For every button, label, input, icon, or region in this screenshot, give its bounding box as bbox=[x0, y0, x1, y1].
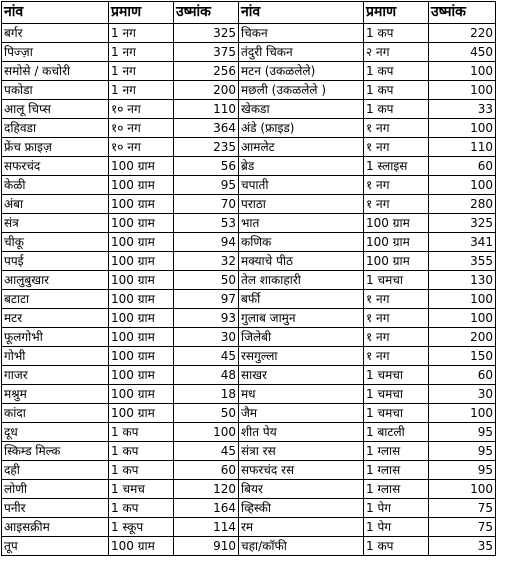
food-name-left: अंबा bbox=[2, 195, 109, 214]
food-calories-right: 30 bbox=[429, 385, 496, 404]
food-quantity-left: 100 ग्राम bbox=[109, 347, 174, 366]
food-calories-left: 164 bbox=[174, 499, 239, 518]
food-name-right: पराठा bbox=[239, 195, 364, 214]
food-name-right: रम bbox=[239, 518, 364, 537]
food-calories-left: 30 bbox=[174, 328, 239, 347]
food-quantity-right: 1 पेग bbox=[364, 518, 429, 537]
food-name-right: चपाती bbox=[239, 176, 364, 195]
food-quantity-left: 1 कप bbox=[109, 461, 174, 480]
table-row bbox=[2, 271, 496, 290]
food-quantity-left: 1 कप bbox=[109, 423, 174, 442]
table-row bbox=[2, 195, 496, 214]
food-name-right: गुलाब जामुन bbox=[239, 309, 364, 328]
table-row bbox=[2, 404, 496, 423]
calorie-table bbox=[1, 1, 496, 556]
food-quantity-left: 1 स्कूप bbox=[109, 518, 174, 537]
table-row bbox=[2, 423, 496, 442]
food-quantity-left: 100 ग्राम bbox=[109, 271, 174, 290]
food-quantity-right: 1 चमचा bbox=[364, 385, 429, 404]
food-calories-left: 45 bbox=[174, 347, 239, 366]
food-name-left: तूप bbox=[2, 537, 109, 556]
table-row bbox=[2, 43, 496, 62]
food-calories-left: 70 bbox=[174, 195, 239, 214]
table-row bbox=[2, 176, 496, 195]
food-name-right: बियर bbox=[239, 480, 364, 499]
food-quantity-right: 1 कप bbox=[364, 62, 429, 81]
food-calories-left: 48 bbox=[174, 366, 239, 385]
food-quantity-right: 1 बाटली bbox=[364, 423, 429, 442]
food-calories-right: 110 bbox=[429, 138, 496, 157]
food-calories-right: 100 bbox=[429, 404, 496, 423]
table-row bbox=[2, 81, 496, 100]
food-quantity-left: १० नग bbox=[109, 119, 174, 138]
table-row bbox=[2, 442, 496, 461]
food-name-left: गोभी bbox=[2, 347, 109, 366]
food-calories-right: 130 bbox=[429, 271, 496, 290]
table-row bbox=[2, 480, 496, 499]
food-calories-right: 75 bbox=[429, 518, 496, 537]
table-row bbox=[2, 518, 496, 537]
food-calories-left: 93 bbox=[174, 309, 239, 328]
food-calories-left: 375 bbox=[174, 43, 239, 62]
food-quantity-right: 1 कप bbox=[364, 24, 429, 43]
food-name-left: लोणी bbox=[2, 480, 109, 499]
food-calories-left: 32 bbox=[174, 252, 239, 271]
food-calories-left: 50 bbox=[174, 404, 239, 423]
food-name-right: तंदुरी चिकन bbox=[239, 43, 364, 62]
food-quantity-left: 1 कप bbox=[109, 442, 174, 461]
food-quantity-right: 1 चमचा bbox=[364, 404, 429, 423]
food-name-left: गाजर bbox=[2, 366, 109, 385]
food-quantity-right: १ नग bbox=[364, 138, 429, 157]
food-quantity-right: १ नग bbox=[364, 195, 429, 214]
food-calories-right: 100 bbox=[429, 309, 496, 328]
food-calories-left: 114 bbox=[174, 518, 239, 537]
header-calories-right: उष्मांक bbox=[429, 2, 496, 24]
food-name-left: स्किम्ड मिल्क bbox=[2, 442, 109, 461]
food-name-right: शीत पेय bbox=[239, 423, 364, 442]
food-quantity-right: 1 कप bbox=[364, 537, 429, 556]
food-quantity-right: 1 पेग bbox=[364, 499, 429, 518]
food-name-left: फूलगोभी bbox=[2, 328, 109, 347]
food-calories-left: 53 bbox=[174, 214, 239, 233]
food-calories-right: 355 bbox=[429, 252, 496, 271]
food-calories-right: 450 bbox=[429, 43, 496, 62]
food-quantity-right: 1 स्लाइस bbox=[364, 157, 429, 176]
food-calories-right: 95 bbox=[429, 461, 496, 480]
table-row bbox=[2, 347, 496, 366]
food-name-right: साखर bbox=[239, 366, 364, 385]
header-row bbox=[2, 2, 496, 24]
food-name-left: दही bbox=[2, 461, 109, 480]
food-quantity-left: 100 ग्राम bbox=[109, 385, 174, 404]
food-quantity-right: 100 ग्राम bbox=[364, 252, 429, 271]
header-name-left: नांव bbox=[2, 2, 109, 24]
food-calories-right: 35 bbox=[429, 537, 496, 556]
food-name-right: भात bbox=[239, 214, 364, 233]
food-name-left: चीकू bbox=[2, 233, 109, 252]
food-name-right: खेकडा bbox=[239, 100, 364, 119]
food-calories-left: 95 bbox=[174, 176, 239, 195]
food-calories-right: 100 bbox=[429, 176, 496, 195]
food-name-left: दूध bbox=[2, 423, 109, 442]
food-quantity-right: 1 चमचा bbox=[364, 366, 429, 385]
table-row bbox=[2, 119, 496, 138]
table-row bbox=[2, 461, 496, 480]
header-name-right: नांव bbox=[239, 2, 364, 24]
food-calories-left: 18 bbox=[174, 385, 239, 404]
food-name-left: पकोडा bbox=[2, 81, 109, 100]
food-quantity-right: १ नग bbox=[364, 347, 429, 366]
table-row bbox=[2, 385, 496, 404]
food-calories-left: 60 bbox=[174, 461, 239, 480]
food-quantity-left: 1 कप bbox=[109, 499, 174, 518]
table-row bbox=[2, 138, 496, 157]
food-name-left: आलुबुखार bbox=[2, 271, 109, 290]
food-name-right: मछली (उकळलेले ) bbox=[239, 81, 364, 100]
table-row bbox=[2, 233, 496, 252]
food-name-left: समोसे / कचोरी bbox=[2, 62, 109, 81]
food-name-right: चिकन bbox=[239, 24, 364, 43]
food-name-left: संत्र bbox=[2, 214, 109, 233]
food-quantity-left: 100 ग्राम bbox=[109, 195, 174, 214]
food-calories-right: 150 bbox=[429, 347, 496, 366]
food-calories-left: 910 bbox=[174, 537, 239, 556]
food-calories-right: 33 bbox=[429, 100, 496, 119]
food-name-left: मश्रुम bbox=[2, 385, 109, 404]
food-name-right: बर्फी bbox=[239, 290, 364, 309]
food-name-right: मध bbox=[239, 385, 364, 404]
food-quantity-right: 1 ग्लास bbox=[364, 480, 429, 499]
table-row bbox=[2, 100, 496, 119]
food-calories-left: 94 bbox=[174, 233, 239, 252]
food-calories-right: 325 bbox=[429, 214, 496, 233]
food-calories-left: 56 bbox=[174, 157, 239, 176]
food-name-left: पिज्ज़ा bbox=[2, 43, 109, 62]
food-calories-right: 100 bbox=[429, 290, 496, 309]
food-name-left: केळी bbox=[2, 176, 109, 195]
food-calories-right: 280 bbox=[429, 195, 496, 214]
food-name-right: संत्रा रस bbox=[239, 442, 364, 461]
food-calories-left: 235 bbox=[174, 138, 239, 157]
food-quantity-left: 100 ग्राम bbox=[109, 290, 174, 309]
food-calories-left: 256 bbox=[174, 62, 239, 81]
food-quantity-left: 100 ग्राम bbox=[109, 309, 174, 328]
table-row bbox=[2, 537, 496, 556]
food-name-right: ब्रेड bbox=[239, 157, 364, 176]
table-body bbox=[2, 24, 496, 556]
food-name-right: जिलेबी bbox=[239, 328, 364, 347]
food-quantity-right: १ नग bbox=[364, 290, 429, 309]
food-calories-right: 341 bbox=[429, 233, 496, 252]
table-row bbox=[2, 290, 496, 309]
food-calories-left: 50 bbox=[174, 271, 239, 290]
food-quantity-left: 100 ग्राम bbox=[109, 328, 174, 347]
food-quantity-left: 1 नग bbox=[109, 81, 174, 100]
table-row bbox=[2, 499, 496, 518]
food-name-right: चहा/कॉफी bbox=[239, 537, 364, 556]
food-quantity-left: 100 ग्राम bbox=[109, 404, 174, 423]
food-quantity-right: 1 कप bbox=[364, 100, 429, 119]
food-quantity-left: 100 ग्राम bbox=[109, 176, 174, 195]
food-name-left: आइसक्रीम bbox=[2, 518, 109, 537]
food-name-left: मटर bbox=[2, 309, 109, 328]
food-name-right: कणिक bbox=[239, 233, 364, 252]
food-calories-left: 364 bbox=[174, 119, 239, 138]
table-row bbox=[2, 214, 496, 233]
food-quantity-right: 100 ग्राम bbox=[364, 214, 429, 233]
header-quantity-left: प्रमाण bbox=[109, 2, 174, 24]
food-name-right: मक्याचे पीठ bbox=[239, 252, 364, 271]
food-calories-right: 100 bbox=[429, 480, 496, 499]
food-calories-right: 60 bbox=[429, 366, 496, 385]
food-calories-right: 60 bbox=[429, 157, 496, 176]
food-name-left: बटाटा bbox=[2, 290, 109, 309]
food-calories-right: 100 bbox=[429, 62, 496, 81]
table-row bbox=[2, 252, 496, 271]
header-calories-left: उष्मांक bbox=[174, 2, 239, 24]
food-name-left: बर्गर bbox=[2, 24, 109, 43]
food-calories-left: 110 bbox=[174, 100, 239, 119]
table-row bbox=[2, 157, 496, 176]
food-name-left: फ्रेंच फ्राइज़ bbox=[2, 138, 109, 157]
food-quantity-left: 1 नग bbox=[109, 43, 174, 62]
food-quantity-right: २ नग bbox=[364, 43, 429, 62]
food-quantity-right: १ नग bbox=[364, 309, 429, 328]
food-quantity-left: १० नग bbox=[109, 138, 174, 157]
food-quantity-left: 100 ग्राम bbox=[109, 537, 174, 556]
food-name-right: सफरचंद रस bbox=[239, 461, 364, 480]
table-row bbox=[2, 328, 496, 347]
food-quantity-left: 100 ग्राम bbox=[109, 366, 174, 385]
food-name-left: आलू चिप्स bbox=[2, 100, 109, 119]
food-calories-right: 95 bbox=[429, 423, 496, 442]
food-name-right: जैम bbox=[239, 404, 364, 423]
food-name-right: रसगुल्ला bbox=[239, 347, 364, 366]
food-quantity-right: १ नग bbox=[364, 176, 429, 195]
food-quantity-left: 100 ग्राम bbox=[109, 214, 174, 233]
header-quantity-right: प्रमाण bbox=[364, 2, 429, 24]
food-name-right: मटन (उकळलेले) bbox=[239, 62, 364, 81]
table-row bbox=[2, 309, 496, 328]
food-calories-right: 100 bbox=[429, 119, 496, 138]
food-name-right: अंडे (फ्राइड) bbox=[239, 119, 364, 138]
food-name-right: तेल शाकाहारी bbox=[239, 271, 364, 290]
food-calories-right: 75 bbox=[429, 499, 496, 518]
food-calories-right: 95 bbox=[429, 442, 496, 461]
food-name-left: सफरचंद bbox=[2, 157, 109, 176]
food-quantity-left: 1 चमच bbox=[109, 480, 174, 499]
food-calories-right: 220 bbox=[429, 24, 496, 43]
table-row bbox=[2, 24, 496, 43]
table-row bbox=[2, 366, 496, 385]
food-quantity-right: 1 ग्लास bbox=[364, 461, 429, 480]
food-quantity-right: 1 चमचा bbox=[364, 271, 429, 290]
food-calories-left: 97 bbox=[174, 290, 239, 309]
food-name-left: दहिवडा bbox=[2, 119, 109, 138]
food-quantity-left: 100 ग्राम bbox=[109, 252, 174, 271]
food-quantity-left: 100 ग्राम bbox=[109, 233, 174, 252]
food-quantity-right: 1 ग्लास bbox=[364, 442, 429, 461]
food-quantity-left: १० नग bbox=[109, 100, 174, 119]
food-quantity-left: 100 ग्राम bbox=[109, 157, 174, 176]
food-quantity-left: 1 नग bbox=[109, 24, 174, 43]
food-name-left: पपई bbox=[2, 252, 109, 271]
food-calories-left: 120 bbox=[174, 480, 239, 499]
food-calories-right: 100 bbox=[429, 81, 496, 100]
food-quantity-left: 1 नग bbox=[109, 62, 174, 81]
food-calories-left: 100 bbox=[174, 423, 239, 442]
food-calories-left: 325 bbox=[174, 24, 239, 43]
food-name-right: व्हिस्की bbox=[239, 499, 364, 518]
food-calories-left: 200 bbox=[174, 81, 239, 100]
food-name-left: कांदा bbox=[2, 404, 109, 423]
food-name-left: पनीर bbox=[2, 499, 109, 518]
food-quantity-right: १ नग bbox=[364, 119, 429, 138]
food-calories-right: 200 bbox=[429, 328, 496, 347]
food-name-right: आमलेट bbox=[239, 138, 364, 157]
food-quantity-right: १ नग bbox=[364, 328, 429, 347]
food-quantity-right: 100 ग्राम bbox=[364, 233, 429, 252]
food-quantity-right: 1 कप bbox=[364, 81, 429, 100]
food-calories-left: 45 bbox=[174, 442, 239, 461]
table-row bbox=[2, 62, 496, 81]
